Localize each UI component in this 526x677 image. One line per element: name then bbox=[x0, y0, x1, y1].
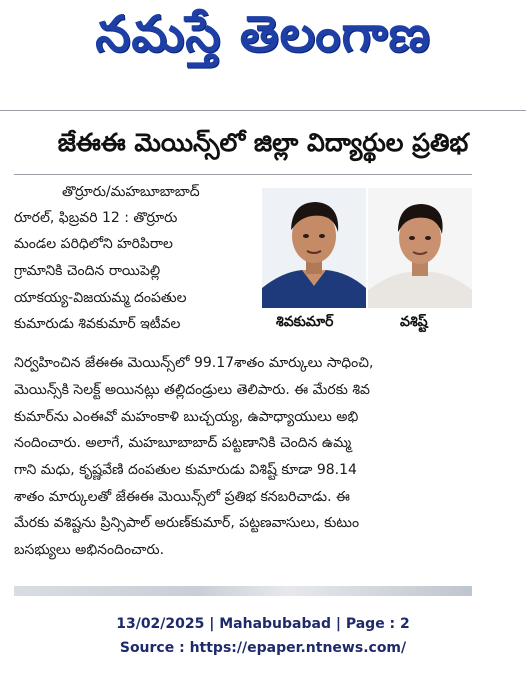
portrait-image bbox=[368, 188, 472, 308]
article-line: బసభ్యులు అభినందించారు. bbox=[14, 542, 165, 558]
newspaper-masthead bbox=[0, 0, 526, 80]
article-line: శాతం మార్కులతో జేఈఈ మెయిన్స్‌లో ప్రతిభ కనబరిచాడు. ఈ bbox=[14, 489, 350, 505]
article-line: గ్రామానికి చెందిన రాయిపెల్లి bbox=[14, 263, 161, 279]
article-line: యాకయ్య-విజయమ్మ దంపతుల bbox=[14, 290, 187, 306]
article-line: రూరల్, ఫిబ్రవరి 12 : తొర్రూరు bbox=[14, 210, 178, 226]
article-headline: జేఈఈ మెయిన్స్‌లో జిల్లా విద్యార్థుల ప్రతిభ bbox=[57, 128, 469, 157]
footer-source-line: Source : https://epaper.ntnews.com/ bbox=[119, 640, 407, 656]
portrait-image bbox=[262, 188, 366, 308]
article-line: మేరకు వశిష్టను ప్రిన్సిపాల్ అరుణ్‌కుమార్, పట్టణవాసులు, కుటుం bbox=[14, 515, 360, 531]
footer-date-line: 13/02/2025 | Mahabubabad | Page : 2 bbox=[116, 616, 410, 632]
article-line: నిర్వహించిన జేఈఈ మెయిన్స్‌లో 99.17శాతం మార్కులు సాధించి, bbox=[14, 355, 374, 371]
article-line: నందించారు. అలాగే, మహబూబాబాద్ పట్టణానికి చెందిన ఉమ్మ bbox=[14, 435, 352, 451]
photo-caption-vashisht: వశిష్ట్ bbox=[400, 314, 428, 330]
masthead-title: నమస్తే తెలంగాణ bbox=[95, 4, 431, 63]
adjacent-page-strip bbox=[14, 586, 472, 596]
article-line: కుమారుడు శివకుమార్ ఇటీవల bbox=[14, 316, 181, 332]
headline-divider bbox=[14, 174, 472, 175]
article-line: మెయిన్స్‌కి సెలక్ట్ అయినట్లు తల్లిదండ్రులు తెలిపారు. ఈ మేరకు శివ bbox=[14, 382, 370, 398]
masthead-divider bbox=[0, 110, 526, 111]
student-photo-vashisht bbox=[368, 188, 472, 308]
student-photo-shivakumar bbox=[262, 188, 366, 308]
article-line: తొర్రూరు/మహబూబాబాద్ bbox=[62, 184, 200, 200]
article-line: గాని మధు, కృష్ణవేణి దంపతుల కుమారుడు విశిష్ట్ కూడా 98.14 bbox=[14, 462, 357, 478]
article-line: కుమార్‌ను ఎంఈవో మహంకాళి బుచ్చయ్య, ఉపాధ్యాయులు అభి bbox=[14, 409, 359, 425]
photo-caption-shivakumar: శివకుమార్ bbox=[276, 314, 334, 330]
article-line: మండల పరిధిలోని హరిపిరాల bbox=[14, 236, 173, 252]
